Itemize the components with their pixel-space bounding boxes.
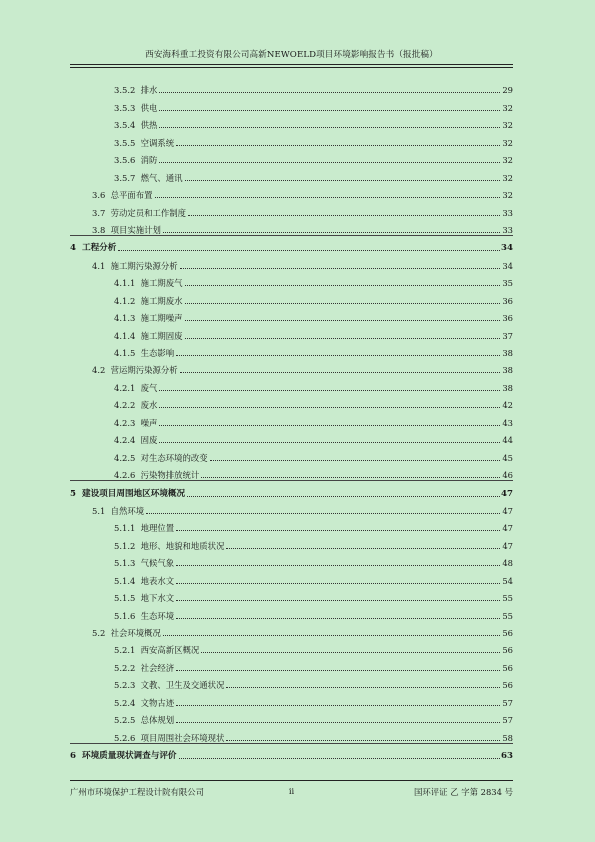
toc-entry[interactable] <box>70 130 513 147</box>
toc-dot-leader <box>176 144 500 146</box>
toc-entry[interactable] <box>70 516 513 533</box>
toc-entry-text: 地理位置 <box>140 523 175 534</box>
toc-page-number: 56 <box>502 645 513 656</box>
toc-entry-number: 4 <box>70 243 76 254</box>
toc-page-number: 43 <box>502 417 513 428</box>
toc-dot-leader <box>176 704 500 706</box>
toc-entry-title <box>114 541 224 551</box>
toc-dot-leader <box>180 371 500 373</box>
toc-entry-text: 自然环境 <box>110 505 145 516</box>
toc-page-number: 33 <box>502 207 513 218</box>
toc-entry-number: 4.2.4 <box>114 435 136 446</box>
toc-entry-text: 供热 <box>140 120 158 131</box>
toc-entry-number: 3.5.4 <box>114 120 136 131</box>
toc-entry-text: 污染物排放统计 <box>140 470 200 481</box>
toc-dot-leader <box>118 249 500 251</box>
toc-page-number: 44 <box>502 435 513 446</box>
toc-dot-leader <box>159 424 500 426</box>
toc-entry-title <box>114 470 199 480</box>
toc-page-number: 55 <box>502 610 513 621</box>
toc-entry-number: 5.1.5 <box>114 593 136 604</box>
toc-entry-text: 营运期污染源分析 <box>110 365 178 376</box>
toc-page-number: 55 <box>502 593 513 604</box>
toc-dot-leader <box>159 161 500 163</box>
toc-entry-number: 5.1.3 <box>114 558 136 569</box>
toc-page-number: 34 <box>502 260 513 271</box>
toc-entry-number: 5.2.4 <box>114 697 136 708</box>
toc-entry-text: 气候气象 <box>140 558 175 569</box>
toc-page-number: 32 <box>502 102 513 113</box>
toc-entry-title <box>92 506 144 516</box>
toc-entry-number: 4.2.5 <box>114 452 136 463</box>
toc-entry-text: 空调系统 <box>140 137 175 148</box>
toc-entry-number: 5.2.2 <box>114 662 136 673</box>
toc-entry-text: 地下水文 <box>140 593 175 604</box>
toc-entry-title <box>92 208 186 218</box>
toc-page-number: 56 <box>502 662 513 673</box>
toc-entry-title <box>92 190 153 200</box>
toc-entry-text: 社会环境概况 <box>110 628 161 638</box>
toc-entry-number: 5.1.4 <box>114 575 136 586</box>
toc-entry-text: 供电 <box>140 102 158 113</box>
toc-page-number: 32 <box>502 172 513 183</box>
toc-page-number: 32 <box>502 137 513 148</box>
toc-entry-number: 4.1.4 <box>114 330 136 341</box>
toc-entry-title <box>114 453 208 463</box>
toc-entry-title <box>114 331 183 341</box>
toc-page-number: 58 <box>502 732 513 743</box>
footer-organization: 广州市环境保护工程设计院有限公司 <box>70 787 204 797</box>
toc-entry-title <box>92 365 178 375</box>
header-rule <box>70 64 513 65</box>
toc-entry-title <box>114 698 174 708</box>
toc-dot-leader <box>185 337 500 339</box>
toc-dot-leader <box>187 495 500 497</box>
toc-entry[interactable] <box>70 375 513 392</box>
toc-dot-leader <box>159 441 500 443</box>
toc-entry[interactable] <box>70 306 513 323</box>
toc-entry[interactable] <box>70 586 513 603</box>
toc-dot-leader <box>176 529 500 531</box>
toc-page-number: 45 <box>502 452 513 463</box>
toc-entry-title <box>114 435 157 445</box>
toc-entry-number: 4.1.3 <box>114 313 136 324</box>
toc-entry-title <box>70 243 116 253</box>
toc-entry[interactable] <box>70 551 513 568</box>
toc-entry[interactable] <box>70 183 513 200</box>
toc-entry-number: 4.1.5 <box>114 348 136 358</box>
toc-dot-leader <box>185 179 500 181</box>
toc-dot-leader <box>226 686 500 688</box>
toc-page-number: 34 <box>501 243 513 254</box>
toc-entry[interactable] <box>70 603 513 620</box>
toc-entry-text: 总体规划 <box>140 715 175 726</box>
toc-entry-text: 消防 <box>140 155 158 166</box>
toc-entry-text: 生态环境 <box>140 610 175 621</box>
toc-entry-title <box>114 313 183 323</box>
toc-entry-number: 3.5.6 <box>114 155 136 166</box>
toc-entry[interactable] <box>70 533 513 550</box>
toc-dot-leader <box>179 757 500 759</box>
footer-license: 国环评证 乙 字第 2834 号 <box>414 787 513 797</box>
toc-entry[interactable] <box>70 410 513 427</box>
toc-entry-text: 施工期废水 <box>140 295 183 306</box>
toc-entry-number: 5.1.1 <box>114 523 136 534</box>
toc-entry-text: 劳动定员和工作制度 <box>110 207 187 218</box>
toc-page-number: 36 <box>502 295 513 306</box>
toc-entry[interactable] <box>70 743 513 761</box>
toc-entry-text: 施工期污染源分析 <box>110 260 178 271</box>
toc-entry[interactable] <box>70 358 513 375</box>
toc-entry-text: 施工期固废 <box>140 330 183 341</box>
toc-entry[interactable] <box>70 200 513 217</box>
toc-entry-title <box>114 103 157 113</box>
toc-dot-leader <box>185 319 500 321</box>
toc-dot-leader <box>159 109 500 111</box>
toc-entry-title <box>114 418 157 428</box>
toc-dot-leader <box>155 196 500 198</box>
toc-entry-number: 5.1.2 <box>114 540 136 551</box>
toc-dot-leader <box>226 547 500 549</box>
toc-entry-text: 地形、地貌和地质状况 <box>140 540 225 551</box>
toc-entry-title <box>114 278 183 288</box>
toc-entry[interactable] <box>70 725 513 742</box>
toc-entry-number: 6 <box>70 751 76 762</box>
toc-entry-number: 5 <box>70 488 76 499</box>
toc-entry-title <box>114 85 157 95</box>
toc-entry-title <box>114 680 224 690</box>
toc-entry-title <box>114 400 157 410</box>
toc-dot-leader <box>201 651 500 653</box>
toc-entry-title <box>114 120 157 130</box>
toc-entry-text: 燃气、通讯 <box>140 172 183 183</box>
toc-dot-leader <box>226 739 500 741</box>
toc-entry[interactable] <box>70 673 513 690</box>
toc-page-number: 47 <box>502 523 513 534</box>
toc-dot-leader <box>146 512 500 514</box>
toc-entry[interactable] <box>70 165 513 182</box>
toc-entry-title <box>114 611 174 621</box>
toc-dot-leader <box>176 354 500 356</box>
toc-entry[interactable] <box>70 655 513 672</box>
toc-entry-text: 地表水文 <box>140 575 175 586</box>
toc-entry-number: 3.5.7 <box>114 172 136 183</box>
toc-page-number: 36 <box>502 313 513 324</box>
toc-entry[interactable] <box>70 235 513 253</box>
toc-entry-title <box>114 383 157 393</box>
toc-entry-title <box>114 576 174 586</box>
toc-entry[interactable] <box>70 393 513 410</box>
toc-page-number: 38 <box>502 348 513 358</box>
toc-page-number: 57 <box>502 715 513 726</box>
toc-dot-leader <box>163 231 500 233</box>
toc-entry[interactable] <box>70 218 513 235</box>
toc-entry-number: 4.1 <box>92 260 106 271</box>
toc-entry[interactable] <box>70 638 513 655</box>
toc-dot-leader <box>176 669 500 671</box>
toc-entry-title <box>114 733 224 743</box>
toc-entry-number: 3.5.2 <box>114 85 136 96</box>
toc-page-number: 63 <box>501 751 513 762</box>
toc-entry-text: 排水 <box>140 85 158 96</box>
toc-entry-number: 3.6 <box>92 190 106 201</box>
toc-entry-number: 4.1.2 <box>114 295 136 306</box>
toc-page-number: 29 <box>502 85 513 96</box>
toc-entry-number: 4.2.6 <box>114 470 136 481</box>
toc-dot-leader <box>185 302 500 304</box>
toc-entry[interactable] <box>70 78 513 95</box>
toc-entry-title <box>92 261 178 271</box>
toc-entry-title <box>114 558 174 568</box>
toc-entry-number: 3.7 <box>92 207 106 218</box>
toc-entry[interactable] <box>70 253 513 270</box>
table-of-contents <box>70 78 513 761</box>
toc-entry[interactable] <box>70 271 513 288</box>
toc-page-number: 56 <box>502 628 513 638</box>
toc-entry-text: 项目实施计划 <box>110 224 161 235</box>
toc-entry-title <box>114 138 174 148</box>
toc-dot-leader <box>176 599 500 601</box>
toc-dot-leader <box>159 389 500 391</box>
toc-page-number: 56 <box>502 680 513 691</box>
toc-entry-text: 工程分析 <box>81 243 117 254</box>
toc-entry[interactable] <box>70 148 513 165</box>
toc-entry-title <box>114 173 183 183</box>
toc-entry-title <box>70 751 177 761</box>
page-header: 西安海科重工投资有限公司高新NEWOELD项目环境影响报告书（报批稿） <box>145 50 438 60</box>
toc-page-number: 47 <box>501 488 513 499</box>
toc-entry-text: 废水 <box>140 400 158 411</box>
toc-page-number: 32 <box>502 120 513 131</box>
toc-entry[interactable] <box>70 690 513 707</box>
toc-entry-number: 3.5.3 <box>114 102 136 113</box>
toc-entry-title <box>114 348 174 358</box>
toc-dot-leader <box>201 476 500 478</box>
toc-entry-text: 施工期废气 <box>140 278 183 289</box>
toc-entry-number: 5.2.3 <box>114 680 136 691</box>
toc-page-number: 57 <box>502 697 513 708</box>
toc-entry-number: 5.1.6 <box>114 610 136 621</box>
toc-entry-text: 社会经济 <box>140 662 175 673</box>
toc-entry-number: 5.2.1 <box>114 645 136 656</box>
toc-page-number: 38 <box>502 382 513 393</box>
toc-entry-text: 废气 <box>140 382 158 393</box>
toc-entry-text: 施工期噪声 <box>140 313 183 324</box>
toc-entry-number: 5.2.6 <box>114 732 136 743</box>
toc-page-number: 32 <box>502 190 513 201</box>
toc-entry[interactable] <box>70 113 513 130</box>
toc-entry-text: 环境质量现状调查与评价 <box>81 751 177 762</box>
toc-dot-leader <box>159 91 500 93</box>
toc-dot-leader <box>176 617 500 619</box>
toc-entry-text: 对生态环境的改变 <box>140 452 208 463</box>
toc-dot-leader <box>163 634 500 636</box>
toc-entry-number: 4.2.3 <box>114 417 136 428</box>
toc-entry[interactable] <box>70 323 513 340</box>
toc-page-number: 37 <box>502 330 513 341</box>
toc-entry-title <box>92 628 161 638</box>
toc-entry-title <box>114 523 174 533</box>
toc-entry-title <box>114 593 174 603</box>
toc-entry[interactable] <box>70 463 513 480</box>
toc-entry-number: 5.1 <box>92 505 106 516</box>
toc-dot-leader <box>180 267 500 269</box>
toc-entry-number: 4.2.2 <box>114 400 136 411</box>
toc-entry-number: 4.2 <box>92 365 106 376</box>
toc-entry[interactable] <box>70 568 513 585</box>
toc-entry-number: 5.2.5 <box>114 715 136 726</box>
toc-entry[interactable] <box>70 341 513 358</box>
toc-entry-title <box>114 645 199 655</box>
toc-entry-number: 4.2.1 <box>114 382 136 393</box>
toc-entry[interactable] <box>70 428 513 445</box>
toc-entry-title <box>114 715 174 725</box>
page-number: ii <box>288 786 295 796</box>
toc-page-number: 54 <box>502 575 513 586</box>
page-footer <box>70 786 513 798</box>
toc-entry-text: 建设项目周围地区环境概况 <box>81 488 186 499</box>
toc-entry-text: 生态影响 <box>140 348 175 358</box>
header-rule-thin <box>70 67 513 68</box>
toc-entry-text: 文物古迹 <box>140 697 175 708</box>
toc-entry-number: 3.8 <box>92 224 106 235</box>
toc-page-number: 47 <box>502 505 513 516</box>
toc-entry-text: 噪声 <box>140 417 158 428</box>
toc-page-number: 46 <box>502 470 513 481</box>
toc-entry-text: 项目周围社会环境现状 <box>140 732 225 743</box>
toc-page-number: 32 <box>502 155 513 166</box>
toc-entry-number: 4.1.1 <box>114 278 136 289</box>
toc-entry[interactable] <box>70 288 513 305</box>
toc-entry-title <box>114 155 157 165</box>
toc-entry-text: 文教、卫生及交通状况 <box>140 680 225 691</box>
toc-page-number: 38 <box>502 365 513 376</box>
toc-dot-leader <box>176 564 500 566</box>
toc-entry-text: 固废 <box>140 435 158 446</box>
toc-entry-title <box>114 663 174 673</box>
toc-entry[interactable] <box>70 499 513 516</box>
footer-rule <box>70 780 513 781</box>
toc-entry[interactable] <box>70 480 513 498</box>
toc-dot-leader <box>176 721 500 723</box>
toc-page-number: 42 <box>502 400 513 411</box>
toc-entry-number: 3.5.5 <box>114 137 136 148</box>
toc-dot-leader <box>176 582 500 584</box>
toc-entry-text: 西安高新区概况 <box>140 645 200 656</box>
toc-dot-leader <box>159 126 500 128</box>
toc-page-number: 33 <box>502 224 513 235</box>
toc-entry[interactable] <box>70 445 513 462</box>
toc-page-number: 47 <box>502 540 513 551</box>
toc-page-number: 35 <box>502 278 513 289</box>
toc-entry-text: 总平面布置 <box>110 190 153 201</box>
toc-page-number: 48 <box>502 558 513 569</box>
toc-dot-leader <box>188 214 500 216</box>
toc-dot-leader <box>159 406 500 408</box>
toc-entry-title <box>114 296 183 306</box>
toc-dot-leader <box>210 459 500 461</box>
toc-entry[interactable] <box>70 95 513 112</box>
toc-entry-number: 5.2 <box>92 628 106 638</box>
toc-dot-leader <box>185 284 500 286</box>
toc-entry-title <box>92 225 161 235</box>
toc-entry[interactable] <box>70 708 513 725</box>
toc-entry[interactable] <box>70 621 513 638</box>
toc-entry-title <box>70 489 185 499</box>
